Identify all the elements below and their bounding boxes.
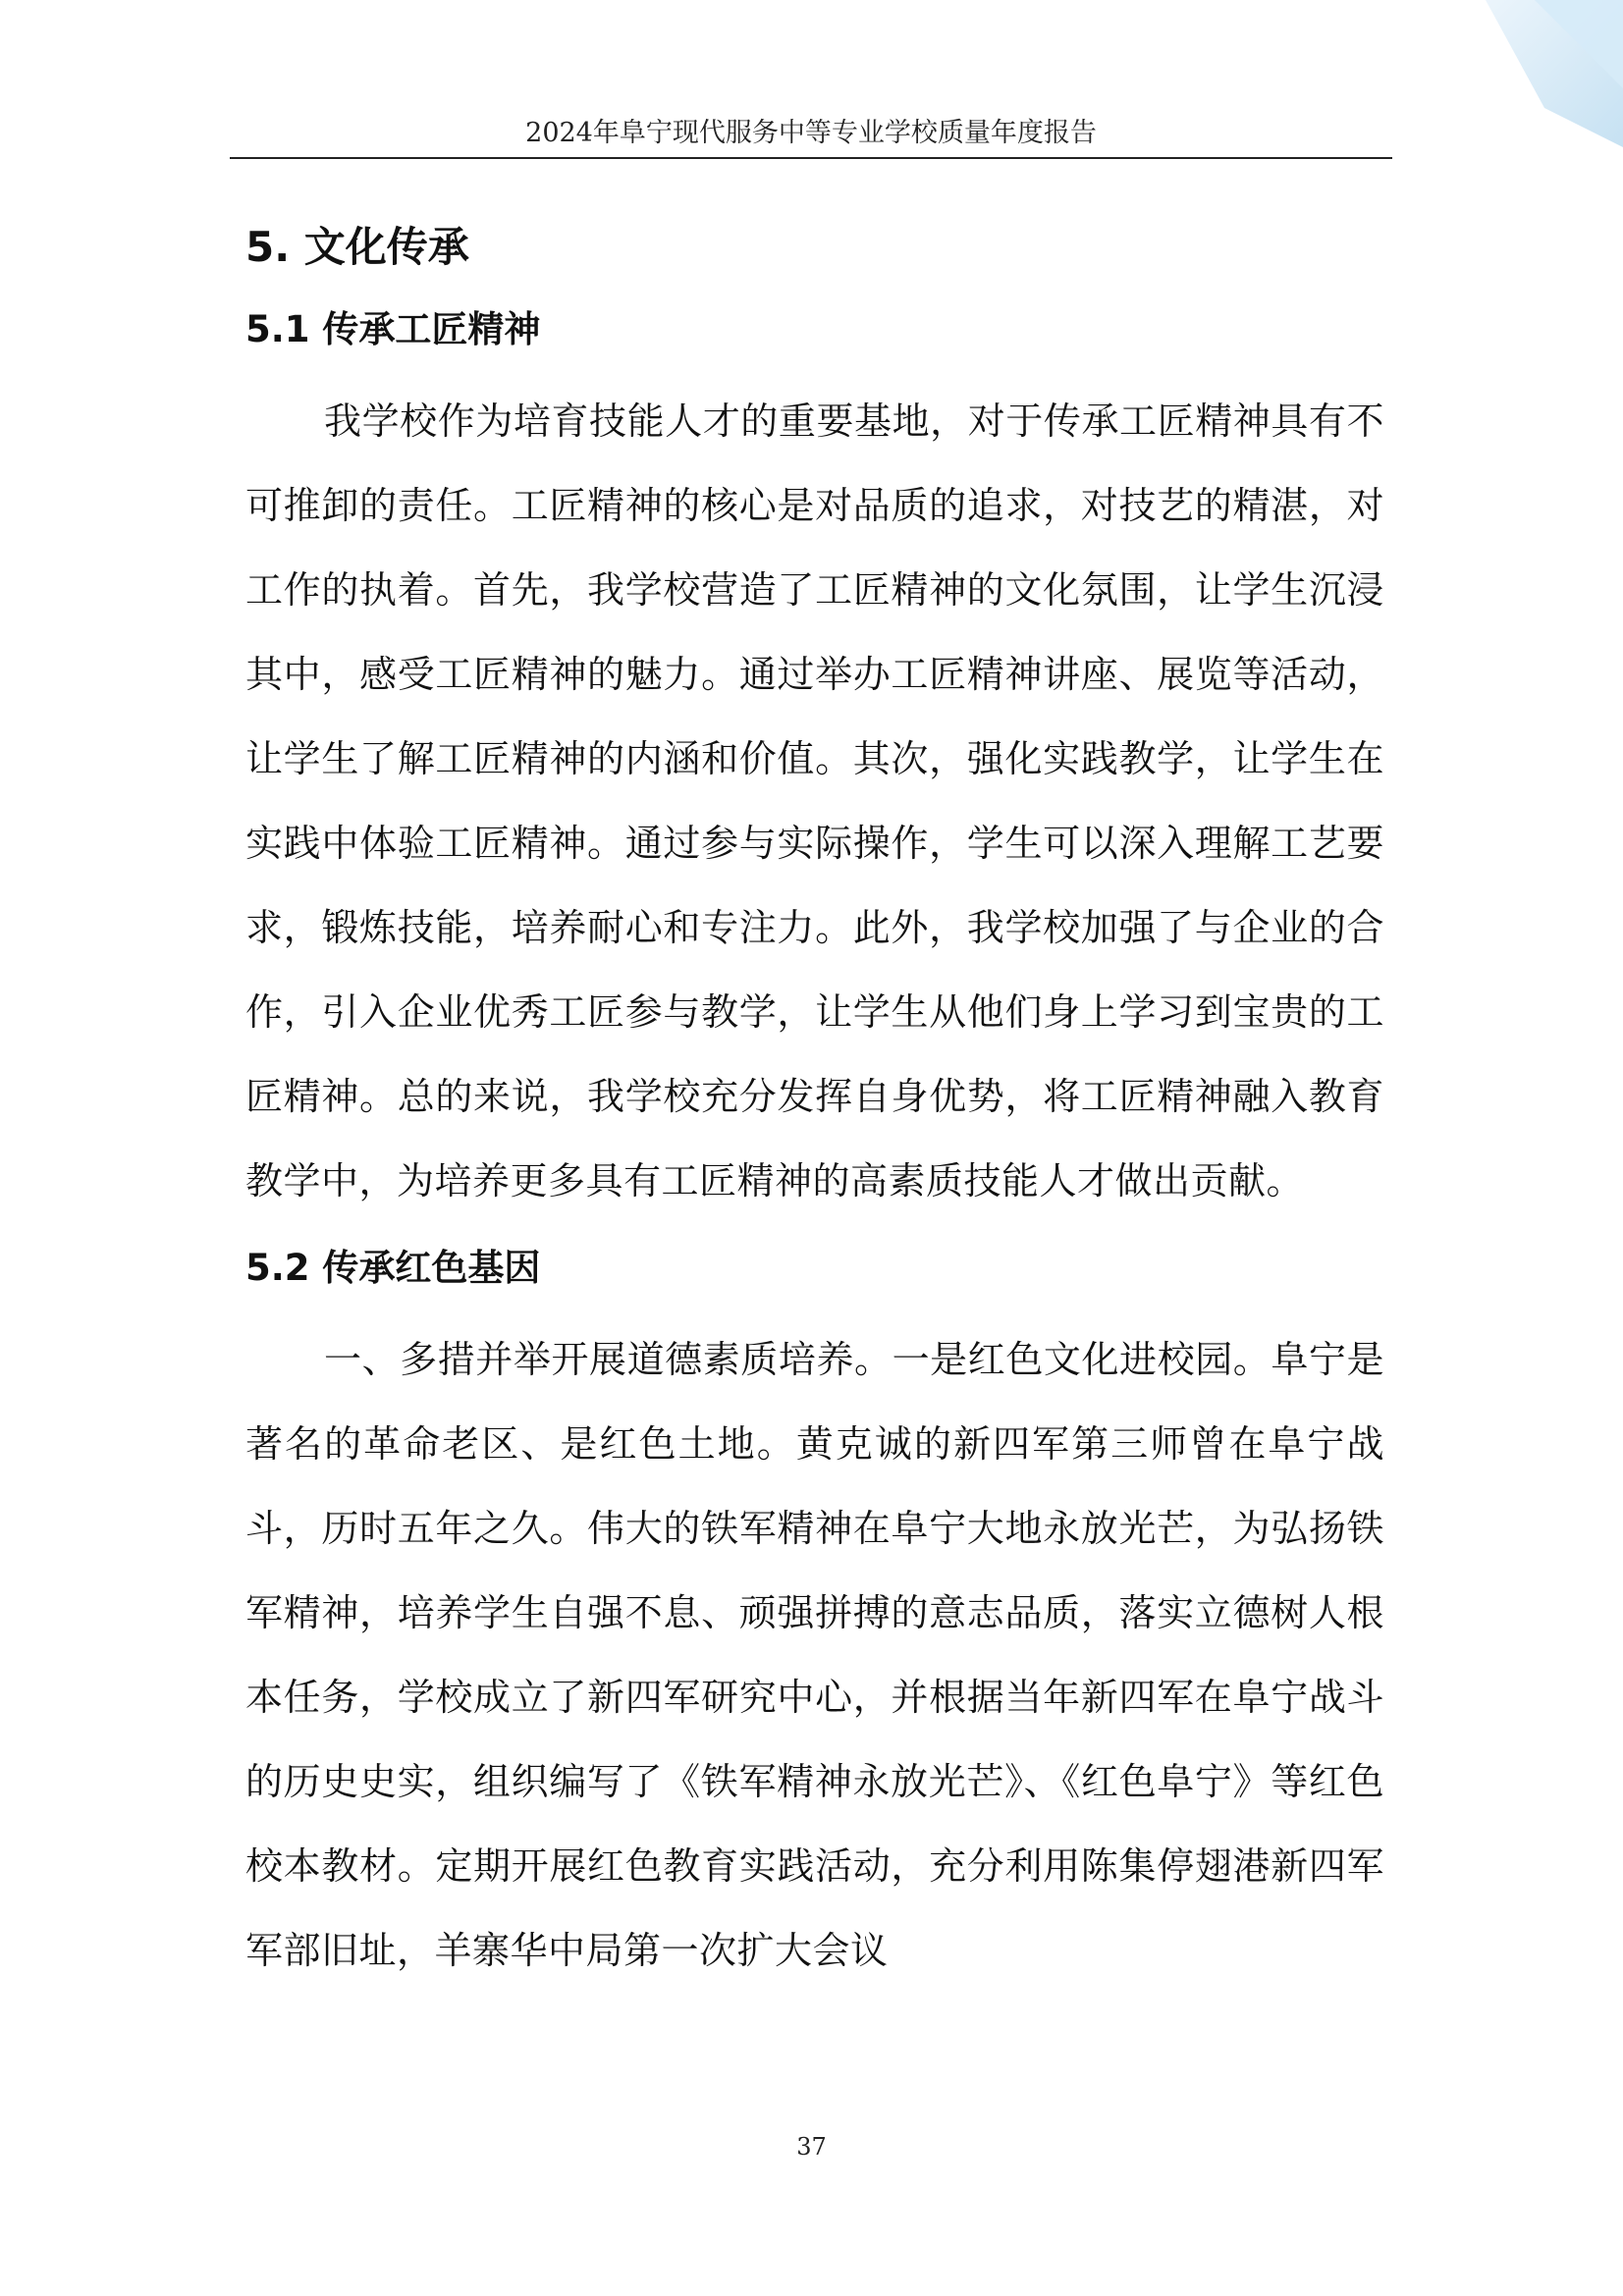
corner-decoration bbox=[1427, 0, 1623, 157]
subsection-heading-5-2: 5.2 传承红色基因 bbox=[245, 1247, 541, 1289]
paragraph-craftsmanship: 我学校作为培育技能人才的重要基地，对于传承工匠精神具有不可推卸的责任。工匠精神的核心是对品质的追求，对技艺的精湛，对工作的执着。首先，我学校营造了工匠精神的文化氛围，让学生沉浸其中，感受工匠精神的魅力。通过举办工匠精神讲座、展览等活动，让学生了解工匠精神的内涵和价值。其次，强化实践教学，让学生在实践中体验工匠精神。通过参与实际操作，学生可以深入理解工艺要求，锻炼技能，培养耐心和专注力。此外，我学校加强了与企业的合作，引入企业优秀工匠参与教学，让学生从他们身上学习到宝贵的工匠精神。总的来说，我学校充分发挥自身优势，将工匠精神融入教育教学中，为培养更多具有工匠精神的高素质技能人才做出贡献。 bbox=[245, 400, 1384, 1202]
corner-gradient-shape bbox=[1427, 0, 1623, 157]
document-body bbox=[245, 206, 1384, 2010]
section-heading: 5. 文化传承 bbox=[245, 223, 469, 271]
header-divider bbox=[230, 157, 1392, 159]
subsection-heading-5-1: 5.1 传承工匠精神 bbox=[245, 308, 541, 350]
page-number: 37 bbox=[796, 2133, 827, 2161]
page-header-title: 2024年阜宁现代服务中等专业学校质量年度报告 bbox=[525, 118, 1097, 148]
paragraph-red-gene: 一、多措并举开展道德素质培养。一是红色文化进校园。阜宁是著名的革命老区、是红色土地。黄克诚的新四军第三师曾在阜宁战斗，历时五年之久。伟大的铁军精神在阜宁大地永放光芒，为弘扬铁军精神，培养学生自强不息、顽强拼搏的意志品质，落实立德树人根本任务，学校成立了新四军研究中心，并根据当年新四军在阜宁战斗的历史史实，组织编写了《铁军精神永放光芒》、《红色阜宁》等红色校本教材。定期开展红色教育实践活动，充分利用陈集停翅港新四军军部旧址，羊寨华中局第一次扩大会议 bbox=[245, 1338, 1384, 1972]
